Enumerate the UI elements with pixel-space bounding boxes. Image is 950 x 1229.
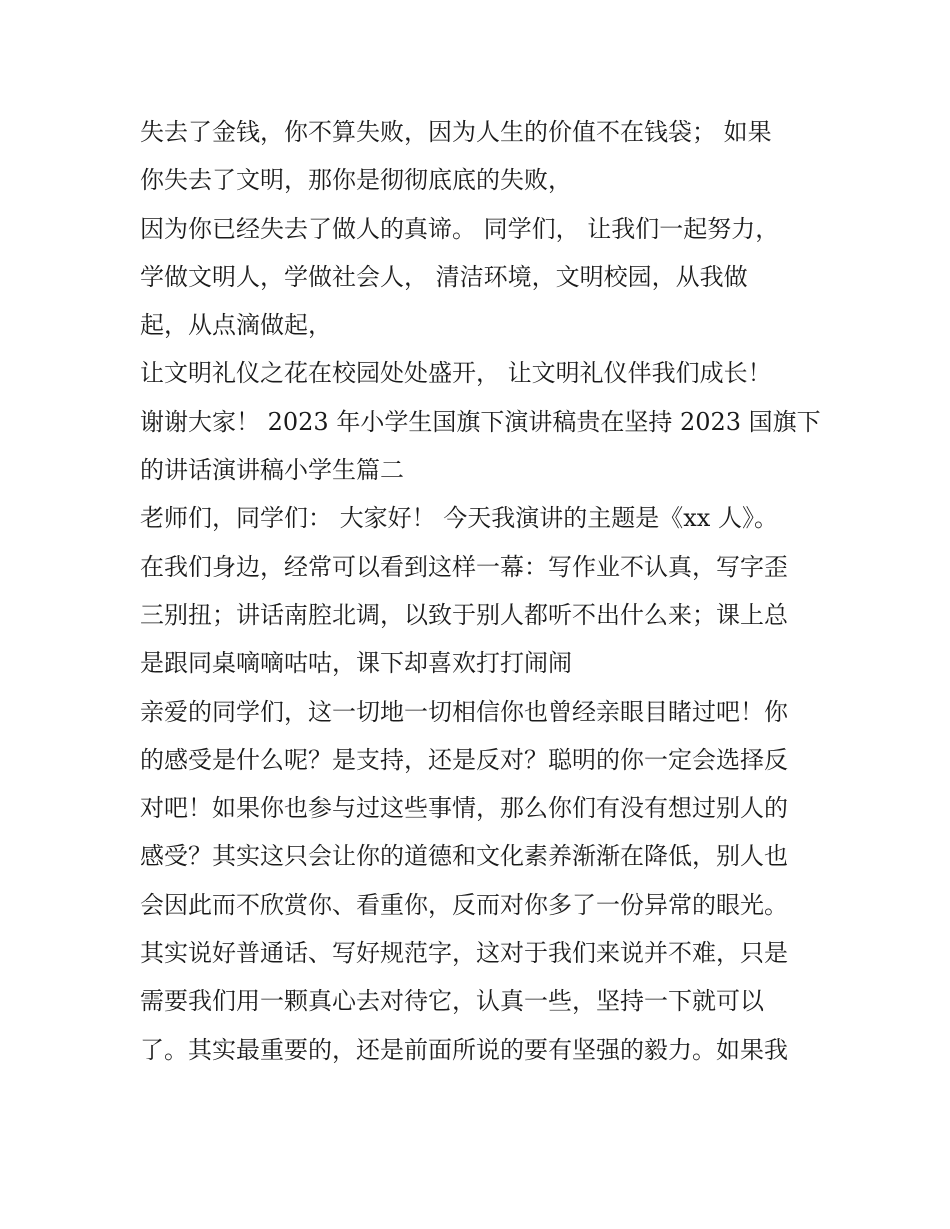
text-line: 学做文明人，学做社会人， 清洁环境，文明校园，从我做 (140, 262, 748, 291)
text-line: 因为你已经失去了做人的真谛。 同学们， 让我们一起努力， (140, 214, 780, 243)
text-line: 对吧！如果你也参与过这些事情，那么你们有没有想过别人的 (140, 794, 788, 823)
text-line: 三别扭；讲话南腔北调，以致于别人都听不出什么来；课上总 (140, 600, 788, 629)
text-line: 会因此而不欣赏你、看重你，反而对你多了一份异常的眼光。 (140, 890, 788, 919)
text-line: 的感受是什么呢？是支持，还是反对？聪明的你一定会选择反 (140, 745, 788, 774)
text-line: 失去了金钱，你不算失败，因为人生的价值不在钱袋； 如果 (140, 118, 772, 146)
text-line: 需要我们用一颗真心去对待它，认真一些，坚持一下就可以 (140, 987, 764, 1016)
text-line: 亲爱的同学们，这一切地一切相信你也曾经亲眼目睹过吧！你 (140, 697, 788, 726)
text-line: 在我们身边，经常可以看到这样一幕：写作业不认真，写字歪 (140, 552, 788, 581)
text-line: 的讲话演讲稿小学生篇二 (140, 456, 404, 485)
text-line: 让文明礼仪之花在校园处处盛开， 让文明礼仪伴我们成长！ (140, 359, 772, 388)
body-text (140, 108, 830, 1074)
text-line: 老师们，同学们： 大家好！ 今天我演讲的主题是《xx 人》。 (140, 504, 778, 533)
text-line: 感受？其实这只会让你的道德和文化素养渐渐在降低，别人也 (140, 842, 788, 871)
text-line: 谢谢大家！ 2023 年小学生国旗下演讲稿贵在坚持 2023 国旗下 (140, 407, 821, 436)
text-line: 你失去了文明，那你是彻彻底底的失败， (140, 166, 572, 195)
text-line: 其实说好普通话、写好规范字，这对于我们来说并不难，只是 (140, 939, 788, 968)
text-line: 是跟同桌嘀嘀咕咕，课下却喜欢打打闹闹 (140, 649, 572, 678)
text-line: 了。其实最重要的，还是前面所说的要有坚强的毅力。如果我 (140, 1035, 788, 1064)
text-line: 起，从点滴做起， (140, 311, 332, 340)
